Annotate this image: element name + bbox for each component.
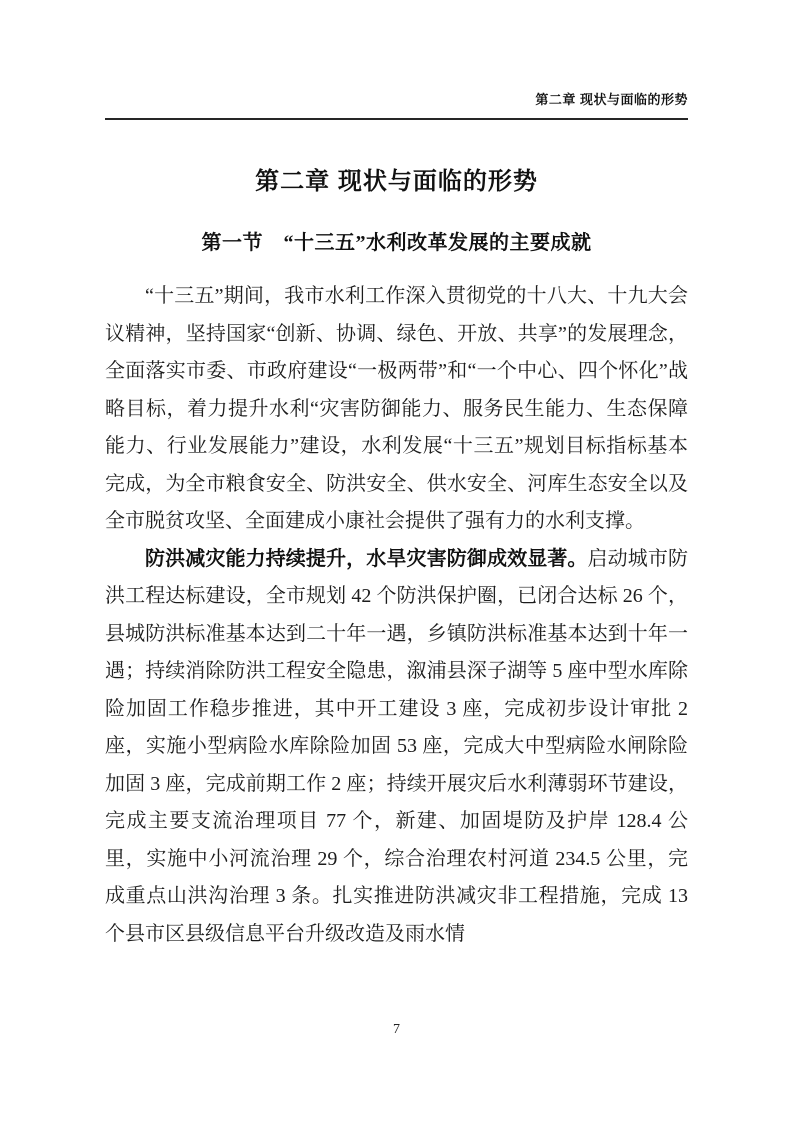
header-divider-rule [105,118,688,120]
paragraph-2-text: 启动城市防洪工程达标建设，全市规划 42 个防洪保护圈，已闭合达标 26 个，县城防洪标准基本达到二十年一遇，乡镇防洪标准基本达到十年一遇；持续消除防洪工程安全隐患，溆浦县深子湖等 5 座中型水库除险加固工作稳步推进，其中开工建设 3 座，完成初步设计审批 2 座，实施小型病险水库除险加固 53 座，完成大中型病险水闸除险加固 3 座，完成前期工作 2 座；持续开展灾后水利薄弱环节建设，完成主要支流治理项目 77 个，新建、加固堤防及护岸 128.4 公里，实施中小河流治理 29 个，综合治理农村河道 234.5 公里，完成重点山洪沟治理 3 条。扎实推进防洪减灾非工程措施，完成 13 个县市区县级信息平台升级改造及雨水情 [105,547,689,945]
chapter-title: 第二章 现状与面临的形势 [255,168,538,195]
paragraph-2 [105,541,688,954]
paragraph-1 [105,278,688,541]
page-header-running-title: 第二章 现状与面临的形势 [535,92,688,107]
page-number: 7 [393,1022,400,1037]
paragraph-2-bold-lead: 防洪减灾能力持续提升，水旱灾害防御成效显著。 [145,547,588,570]
body-text-block [105,278,688,953]
section-title: 第一节 “十三五”水利改革发展的主要成就 [201,232,592,254]
paragraph-1-text: “十三五”期间，我市水利工作深入贯彻党的十八大、十九大会议精神，坚持国家“创新、协调、绿色、开放、共享”的发展理念，全面落实市委、市政府建设“一极两带”和“一个中心、四个怀化”战略目标，着力提升水利“灾害防御能力、服务民生能力、生态保障能力、行业发展能力”建设，水利发展“十三五”规划目标指标基本完成，为全市粮食安全、防洪安全、供水安全、河库生态安全以及全市脱贫攻坚、全面建成小康社会提供了强有力的水利支撑。 [105,285,688,532]
